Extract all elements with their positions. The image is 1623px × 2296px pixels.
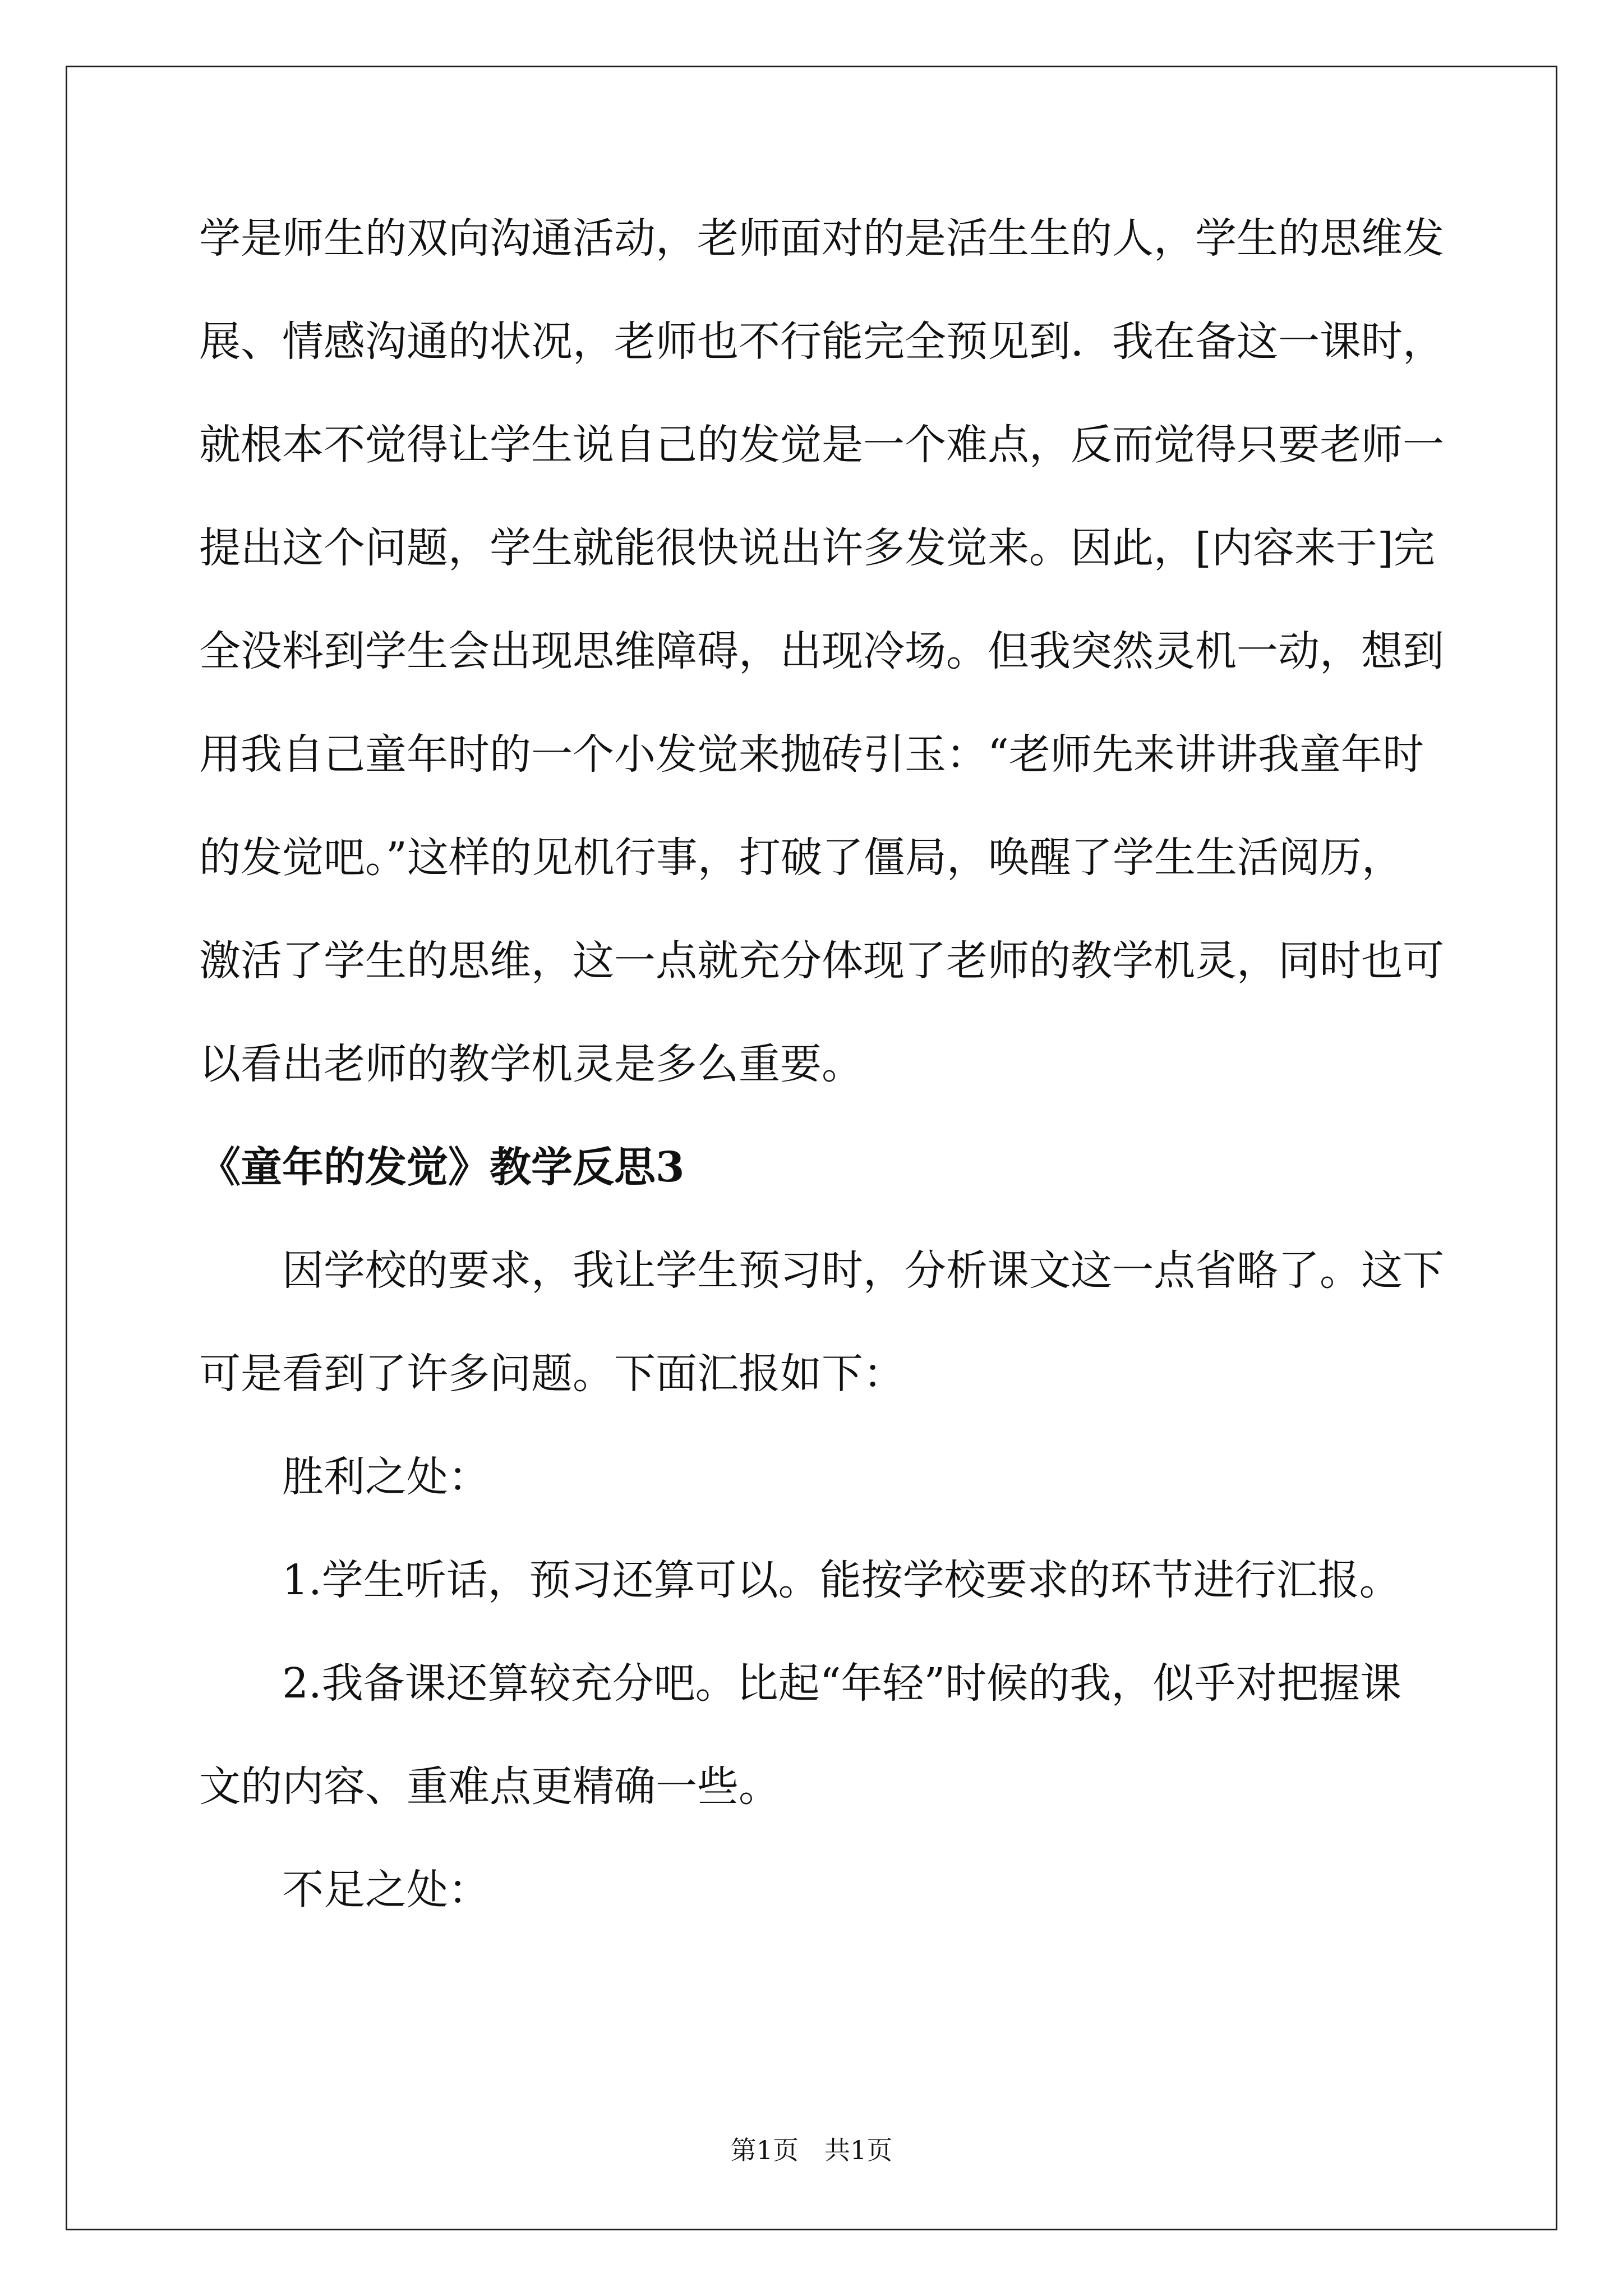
paragraph-1-line: 全没料到学生会出现思维障碍，出现冷场。但我突然灵机一动，想到 — [199, 627, 1444, 675]
document-body — [199, 213, 1444, 1968]
paragraph-1-line: 学是师生的双向沟通活动，老师面对的是活生生的人，学生的思维发 — [199, 214, 1444, 263]
paragraph-1-line: 激活了学生的思维，这一点就充分体现了老师的教学机灵，同时也可 — [199, 937, 1444, 985]
paragraph-2-line: 可是看到了许多问题。下面汇报如下： — [199, 1350, 905, 1398]
section-title: 《童年的发觉》教学反思3 — [199, 1143, 685, 1191]
paragraph-1-line: 展、情感沟通的状况，老师也不行能完全预见到．我在备这一课时， — [199, 318, 1444, 366]
paragraph-1-line: 用我自己童年时的一个小发觉来抛砖引玉：“老师先来讲讲我童年时 — [199, 730, 1424, 779]
point-2-line: 文的内容、重难点更精确一些。 — [199, 1763, 780, 1811]
paragraph-1-line: 就根本不觉得让学生说自己的发觉是一个难点，反而觉得只要老师一 — [199, 421, 1444, 469]
point-2-line: 2.我备课还算较充分吧。比起“年轻”时候的我，似乎对把握课 — [282, 1659, 1402, 1708]
paragraph-2-line: 因学校的要求，我让学生预习时，分析课文这一点省略了。这下 — [282, 1246, 1444, 1295]
paragraph-1-line: 以看出老师的教学机灵是多么重要。 — [199, 1040, 863, 1088]
paragraph-1-line: 的发觉吧。”这样的见机行事，打破了僵局，唤醒了学生生活阅历， — [199, 834, 1403, 882]
weaknesses-heading: 不足之处： — [282, 1866, 490, 1914]
page-footer: 第1页 共1页 — [730, 2135, 893, 2165]
paragraph-1-line: 提出这个问题，学生就能很快说出许多发觉来。因此，[内容来于]完 — [199, 524, 1435, 572]
point-1: 1.学生听话，预习还算可以。能按学校要求的环节进行汇报。 — [282, 1556, 1401, 1604]
strengths-heading: 胜利之处： — [282, 1453, 490, 1501]
